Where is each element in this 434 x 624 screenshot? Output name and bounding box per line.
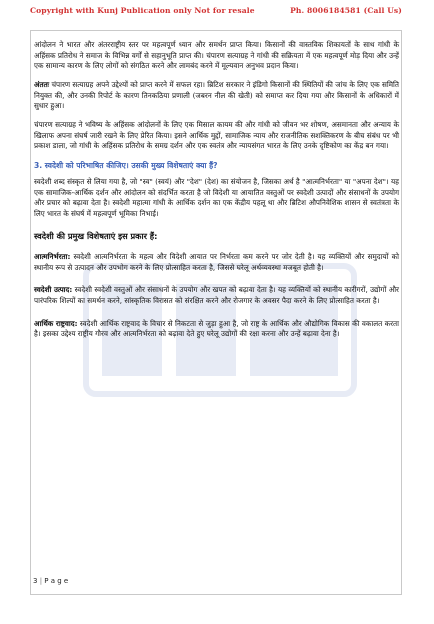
page-label: P a g e [44, 577, 69, 585]
feature-text: स्वदेशी आर्थिक राष्ट्रवाद के विचार से निकटता से जुड़ा हुआ है, जो राष्ट्र के आर्थिक और औद्योगिक विकास की वकालत करता है। इसका उद्देश्य राष्ट्रीय गौरव और आत्मनिर्भरता को बढ़ावा देते हुए घरेलू उद्योगों की रक्षा करना और उन्हें बढ़ावा देना है। [34, 318, 400, 339]
page-content [34, 40, 399, 352]
page-footer [33, 577, 68, 585]
legacy-paragraph: चंपारण सत्याग्रह ने भविष्य के अहिंसक आंदोलनों के लिए एक मिसाल कायम की और गांधी को जीवन भर शोषण, असमानता और अन्याय के खिलाफ अपना संघर्ष जारी रखने के लिए प्रेरित किया। इसने आर्थिक मुद्दों, सामाजिक न्याय और राजनीतिक सशक्तिकरण के बीच संबंध पर भी प्रकाश डाला, जो गांधी के अहिंसक प्रतिरोध के समग्र दर्शन और एक स्वतंत्र और न्यायसंगत भारत के लिए उनके दृष्टिकोण का केंद्र बन गया। [34, 119, 399, 151]
feature-title: स्वदेशी उत्पाद: [34, 285, 73, 295]
feature-item-self-reliance [34, 252, 399, 273]
feature-item-economic-nationalism [34, 319, 399, 340]
feature-item-swadeshi-products [34, 285, 399, 306]
question-heading: 3. स्वदेशी को परिभाषित कीजिए। उसकी मुख्य विशेषताएं क्या हैं? [34, 160, 218, 170]
conclusion-text: चंपारण सत्याग्रह अपने उद्देश्यों को प्राप्त करने में सफल रहा। ब्रिटिश सरकार ने इंडिगो किसानों की स्थितियों की जांच के लिए एक समिति नियुक्त की, और उनकी रिपोर्ट के कारण तिनकठिया प्रणाली (जबरन नील की खेती) को समाप्त कर दिया गया और किसानों के अधिकारों में सुधार हुआ। [34, 79, 399, 111]
feature-title: आत्मनिर्भरता: [34, 251, 71, 261]
footer-separator: | [37, 577, 45, 585]
conclusion-lead: अंततः [34, 79, 50, 89]
conclusion-paragraph [34, 80, 399, 112]
swadeshi-definition: स्वदेशी शब्द संस्कृत से लिया गया है, जो "स्व" (स्वयं) और "देश" (देश) का संयोजन है, जिसका अर्थ है "आत्मनिर्भरता" या "अपना देश"। यह एक सामाजिक-आर्थिक दर्शन और आंदोलन को संदर्भित करता है जो विदेशी या आयातित वस्तुओं पर स्वदेशी उत्पादों और संसाधनों के उपयोग और प्रचार को बढ़ावा देता है। स्वदेशी महात्मा गांधी के आर्थिक दर्शन का एक केंद्रीय पहलू था और ब्रिटिश औपनिवेशिक शासन से स्वतंत्रता के लिए भारत के संघर्ष में महत्वपूर्ण भूमिका निभाई। [34, 177, 399, 219]
feature-text: स्वदेशी स्वदेशी वस्तुओं और संसाधनों के उपयोग और खपत को बढ़ावा देता है। यह व्यक्तियों को स्थानीय कारीगरों, उद्योगों और पारंपरिक शिल्पों का समर्थन करने, सांस्कृतिक विरासत को संरक्षित करने और रोजगार के अवसर पैदा करने के लिए प्रोत्साहित करता है। [34, 285, 399, 305]
phone-contact: Ph. 8006184581 (Call Us) [290, 5, 402, 15]
page-header [30, 2, 402, 18]
body-paragraph: आंदोलन ने भारत और अंतरराष्ट्रीय स्तर पर महत्वपूर्ण ध्यान और समर्थन प्राप्त किया। किसानों की वास्तविक शिकायतों के साथ गांधी के अहिंसक प्रतिरोध ने समाज के विभिन्न वर्गों से सहानुभूति प्राप्त की। चंपारण सत्याग्रह ने गांधी की सक्रियता में एक महत्वपूर्ण मोड़ दिया और उन्हें एक सामान्य कारण के लिए लोगों को संगठित करने और लामबंद करने में मूल्यवान अनुभव प्रदान किया। [34, 40, 399, 71]
feature-title: आर्थिक राष्ट्रवाद: [34, 318, 78, 328]
feature-text: स्वदेशी आत्मनिर्भरता के महत्व और विदेशी आयात पर निर्भरता कम करने पर जोर देती है। यह व्यक्तियों और समुदायों को स्थानीय रूप से उत्पादन और उपभोग करने के लिए प्रोत्साहित करता है, जिससे घरेलू अर्थव्यवस्था मजबूत होती है। [34, 251, 399, 272]
copyright-notice: Copyright with Kunj Publication only Not for resale [30, 5, 255, 15]
features-heading: स्वदेशी की प्रमुख विशेषताएं इस प्रकार हैं: [34, 230, 158, 241]
page-number: 3 [33, 577, 38, 585]
